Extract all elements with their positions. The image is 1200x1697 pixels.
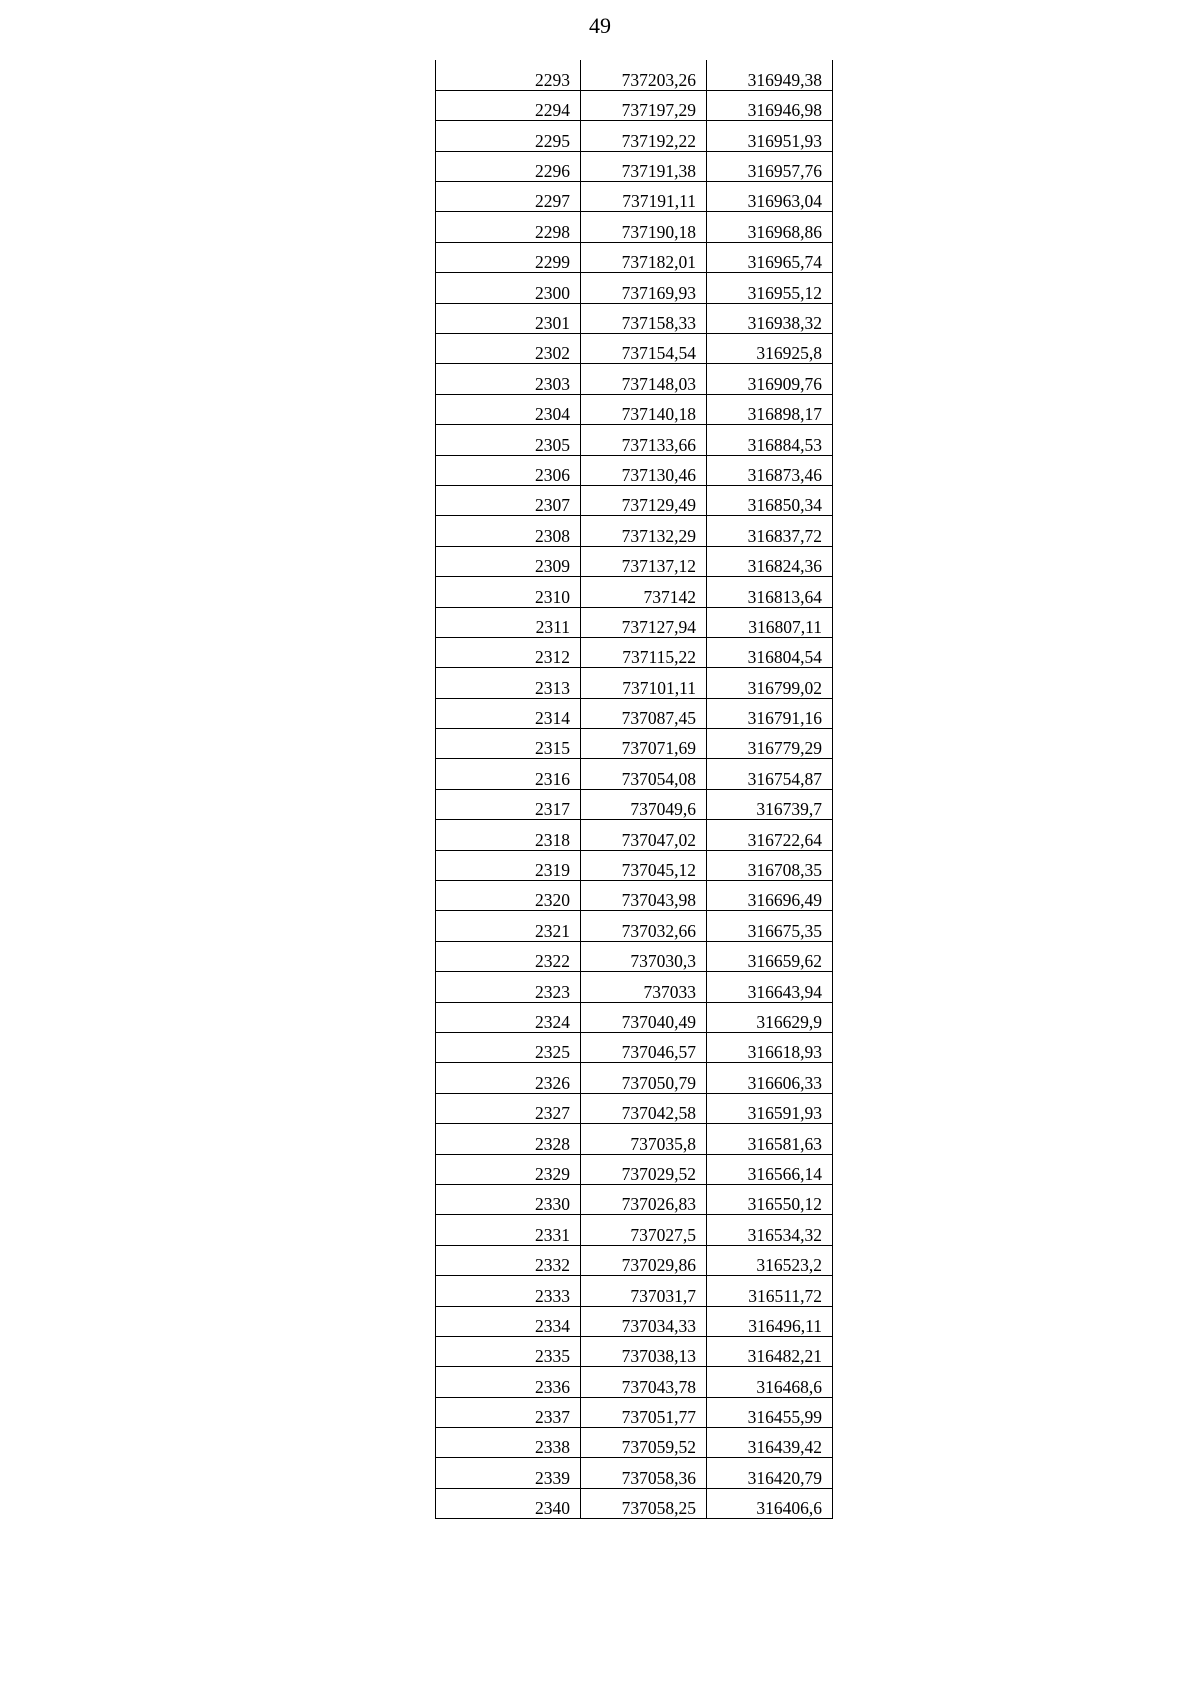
point-number-cell: 2297 [436, 182, 581, 212]
table-row [436, 90, 833, 120]
y-coordinate-cell: 316824,36 [707, 546, 833, 576]
point-number-cell: 2327 [436, 1093, 581, 1123]
point-number-cell: 2298 [436, 212, 581, 242]
table-row [436, 1154, 833, 1184]
point-number-cell: 2317 [436, 789, 581, 819]
x-coordinate-cell: 737034,33 [581, 1306, 707, 1336]
point-number-cell: 2338 [436, 1428, 581, 1458]
point-number-cell: 2294 [436, 90, 581, 120]
y-coordinate-cell: 316804,54 [707, 637, 833, 667]
y-coordinate-cell: 316722,64 [707, 820, 833, 850]
x-coordinate-cell: 737054,08 [581, 759, 707, 789]
y-coordinate-cell: 316898,17 [707, 394, 833, 424]
point-number-cell: 2311 [436, 607, 581, 637]
x-coordinate-cell: 737137,12 [581, 546, 707, 576]
point-number-cell: 2299 [436, 242, 581, 272]
y-coordinate-cell: 316949,38 [707, 60, 833, 90]
y-coordinate-cell: 316963,04 [707, 182, 833, 212]
x-coordinate-cell: 737035,8 [581, 1124, 707, 1154]
x-coordinate-cell: 737058,36 [581, 1458, 707, 1488]
x-coordinate-cell: 737049,6 [581, 789, 707, 819]
point-number-cell: 2310 [436, 577, 581, 607]
table-row [436, 729, 833, 759]
x-coordinate-cell: 737142 [581, 577, 707, 607]
table-row [436, 151, 833, 181]
x-coordinate-cell: 737030,3 [581, 941, 707, 971]
table-row [436, 1367, 833, 1397]
point-number-cell: 2316 [436, 759, 581, 789]
point-number-cell: 2319 [436, 850, 581, 880]
point-number-cell: 2305 [436, 425, 581, 455]
x-coordinate-cell: 737192,22 [581, 121, 707, 151]
x-coordinate-cell: 737029,52 [581, 1154, 707, 1184]
point-number-cell: 2302 [436, 334, 581, 364]
table-row [436, 1002, 833, 1032]
y-coordinate-cell: 316629,9 [707, 1002, 833, 1032]
table-row [436, 637, 833, 667]
point-number-cell: 2314 [436, 698, 581, 728]
table-row [436, 1184, 833, 1214]
point-number-cell: 2334 [436, 1306, 581, 1336]
y-coordinate-cell: 316739,7 [707, 789, 833, 819]
table-row [436, 668, 833, 698]
y-coordinate-cell: 316496,11 [707, 1306, 833, 1336]
y-coordinate-cell: 316643,94 [707, 972, 833, 1002]
table-row [436, 1245, 833, 1275]
point-number-cell: 2322 [436, 941, 581, 971]
y-coordinate-cell: 316406,6 [707, 1488, 833, 1518]
point-number-cell: 2333 [436, 1276, 581, 1306]
x-coordinate-cell: 737169,93 [581, 273, 707, 303]
y-coordinate-cell: 316675,35 [707, 911, 833, 941]
table-row [436, 1336, 833, 1366]
x-coordinate-cell: 737043,98 [581, 881, 707, 911]
y-coordinate-cell: 316659,62 [707, 941, 833, 971]
table-row [436, 1063, 833, 1093]
table-row [436, 364, 833, 394]
point-number-cell: 2304 [436, 394, 581, 424]
y-coordinate-cell: 316850,34 [707, 485, 833, 515]
coordinates-table-body [436, 60, 833, 1519]
table-row [436, 182, 833, 212]
y-coordinate-cell: 316909,76 [707, 364, 833, 394]
y-coordinate-cell: 316799,02 [707, 668, 833, 698]
x-coordinate-cell: 737127,94 [581, 607, 707, 637]
table-row [436, 941, 833, 971]
x-coordinate-cell: 737046,57 [581, 1033, 707, 1063]
point-number-cell: 2307 [436, 485, 581, 515]
table-row [436, 273, 833, 303]
y-coordinate-cell: 316566,14 [707, 1154, 833, 1184]
y-coordinate-cell: 316951,93 [707, 121, 833, 151]
table-row [436, 789, 833, 819]
table-row [436, 911, 833, 941]
y-coordinate-cell: 316482,21 [707, 1336, 833, 1366]
point-number-cell: 2320 [436, 881, 581, 911]
table-row [436, 334, 833, 364]
table-row [436, 820, 833, 850]
x-coordinate-cell: 737045,12 [581, 850, 707, 880]
point-number-cell: 2313 [436, 668, 581, 698]
coordinates-table [435, 60, 833, 1519]
point-number-cell: 2328 [436, 1124, 581, 1154]
table-row [436, 850, 833, 880]
y-coordinate-cell: 316813,64 [707, 577, 833, 607]
x-coordinate-cell: 737059,52 [581, 1428, 707, 1458]
point-number-cell: 2326 [436, 1063, 581, 1093]
x-coordinate-cell: 737031,7 [581, 1276, 707, 1306]
point-number-cell: 2330 [436, 1184, 581, 1214]
y-coordinate-cell: 316534,32 [707, 1215, 833, 1245]
x-coordinate-cell: 737071,69 [581, 729, 707, 759]
table-row [436, 60, 833, 90]
table-row [436, 607, 833, 637]
table-row [436, 242, 833, 272]
x-coordinate-cell: 737115,22 [581, 637, 707, 667]
y-coordinate-cell: 316925,8 [707, 334, 833, 364]
y-coordinate-cell: 316957,76 [707, 151, 833, 181]
point-number-cell: 2325 [436, 1033, 581, 1063]
table-row [436, 972, 833, 1002]
point-number-cell: 2300 [436, 273, 581, 303]
page-number: 49 [589, 13, 611, 38]
table-row [436, 212, 833, 242]
x-coordinate-cell: 737042,58 [581, 1093, 707, 1123]
table-row [436, 1458, 833, 1488]
table-row [436, 1488, 833, 1518]
y-coordinate-cell: 316807,11 [707, 607, 833, 637]
x-coordinate-cell: 737047,02 [581, 820, 707, 850]
y-coordinate-cell: 316468,6 [707, 1367, 833, 1397]
x-coordinate-cell: 737132,29 [581, 516, 707, 546]
point-number-cell: 2331 [436, 1215, 581, 1245]
point-number-cell: 2296 [436, 151, 581, 181]
y-coordinate-cell: 316618,93 [707, 1033, 833, 1063]
point-number-cell: 2335 [436, 1336, 581, 1366]
x-coordinate-cell: 737029,86 [581, 1245, 707, 1275]
y-coordinate-cell: 316884,53 [707, 425, 833, 455]
table-row [436, 698, 833, 728]
table-row [436, 1215, 833, 1245]
y-coordinate-cell: 316873,46 [707, 455, 833, 485]
point-number-cell: 2329 [436, 1154, 581, 1184]
point-number-cell: 2324 [436, 1002, 581, 1032]
y-coordinate-cell: 316968,86 [707, 212, 833, 242]
x-coordinate-cell: 737130,46 [581, 455, 707, 485]
x-coordinate-cell: 737040,49 [581, 1002, 707, 1032]
point-number-cell: 2339 [436, 1458, 581, 1488]
y-coordinate-cell: 316455,99 [707, 1397, 833, 1427]
y-coordinate-cell: 316606,33 [707, 1063, 833, 1093]
point-number-cell: 2312 [436, 637, 581, 667]
table-row [436, 121, 833, 151]
x-coordinate-cell: 737182,01 [581, 242, 707, 272]
x-coordinate-cell: 737148,03 [581, 364, 707, 394]
y-coordinate-cell: 316591,93 [707, 1093, 833, 1123]
x-coordinate-cell: 737033 [581, 972, 707, 1002]
point-number-cell: 2321 [436, 911, 581, 941]
point-number-cell: 2301 [436, 303, 581, 333]
x-coordinate-cell: 737038,13 [581, 1336, 707, 1366]
y-coordinate-cell: 316708,35 [707, 850, 833, 880]
point-number-cell: 2315 [436, 729, 581, 759]
point-number-cell: 2308 [436, 516, 581, 546]
table-row [436, 1124, 833, 1154]
table-row [436, 1428, 833, 1458]
y-coordinate-cell: 316550,12 [707, 1184, 833, 1214]
y-coordinate-cell: 316938,32 [707, 303, 833, 333]
x-coordinate-cell: 737026,83 [581, 1184, 707, 1214]
y-coordinate-cell: 316439,42 [707, 1428, 833, 1458]
table-row [436, 546, 833, 576]
point-number-cell: 2336 [436, 1367, 581, 1397]
table-row [436, 577, 833, 607]
x-coordinate-cell: 737051,77 [581, 1397, 707, 1427]
x-coordinate-cell: 737190,18 [581, 212, 707, 242]
point-number-cell: 2332 [436, 1245, 581, 1275]
point-number-cell: 2303 [436, 364, 581, 394]
point-number-cell: 2309 [436, 546, 581, 576]
table-row [436, 1276, 833, 1306]
x-coordinate-cell: 737032,66 [581, 911, 707, 941]
x-coordinate-cell: 737101,11 [581, 668, 707, 698]
table-row [436, 455, 833, 485]
y-coordinate-cell: 316946,98 [707, 90, 833, 120]
x-coordinate-cell: 737133,66 [581, 425, 707, 455]
x-coordinate-cell: 737191,38 [581, 151, 707, 181]
point-number-cell: 2306 [436, 455, 581, 485]
point-number-cell: 2337 [436, 1397, 581, 1427]
y-coordinate-cell: 316965,74 [707, 242, 833, 272]
table-row [436, 1306, 833, 1336]
x-coordinate-cell: 737197,29 [581, 90, 707, 120]
point-number-cell: 2295 [436, 121, 581, 151]
x-coordinate-cell: 737050,79 [581, 1063, 707, 1093]
x-coordinate-cell: 737191,11 [581, 182, 707, 212]
y-coordinate-cell: 316523,2 [707, 1245, 833, 1275]
table-row [436, 881, 833, 911]
x-coordinate-cell: 737129,49 [581, 485, 707, 515]
point-number-cell: 2293 [436, 60, 581, 90]
y-coordinate-cell: 316581,63 [707, 1124, 833, 1154]
table-row [436, 1033, 833, 1063]
table-row [436, 303, 833, 333]
y-coordinate-cell: 316791,16 [707, 698, 833, 728]
table-row [436, 1093, 833, 1123]
x-coordinate-cell: 737203,26 [581, 60, 707, 90]
table-row [436, 425, 833, 455]
x-coordinate-cell: 737043,78 [581, 1367, 707, 1397]
x-coordinate-cell: 737058,25 [581, 1488, 707, 1518]
point-number-cell: 2340 [436, 1488, 581, 1518]
y-coordinate-cell: 316754,87 [707, 759, 833, 789]
x-coordinate-cell: 737154,54 [581, 334, 707, 364]
x-coordinate-cell: 737087,45 [581, 698, 707, 728]
table-row [436, 759, 833, 789]
y-coordinate-cell: 316420,79 [707, 1458, 833, 1488]
x-coordinate-cell: 737140,18 [581, 394, 707, 424]
table-row [436, 394, 833, 424]
point-number-cell: 2318 [436, 820, 581, 850]
y-coordinate-cell: 316837,72 [707, 516, 833, 546]
y-coordinate-cell: 316696,49 [707, 881, 833, 911]
y-coordinate-cell: 316779,29 [707, 729, 833, 759]
table-row [436, 485, 833, 515]
point-number-cell: 2323 [436, 972, 581, 1002]
x-coordinate-cell: 737027,5 [581, 1215, 707, 1245]
table-row [436, 1397, 833, 1427]
y-coordinate-cell: 316955,12 [707, 273, 833, 303]
x-coordinate-cell: 737158,33 [581, 303, 707, 333]
y-coordinate-cell: 316511,72 [707, 1276, 833, 1306]
table-row [436, 516, 833, 546]
